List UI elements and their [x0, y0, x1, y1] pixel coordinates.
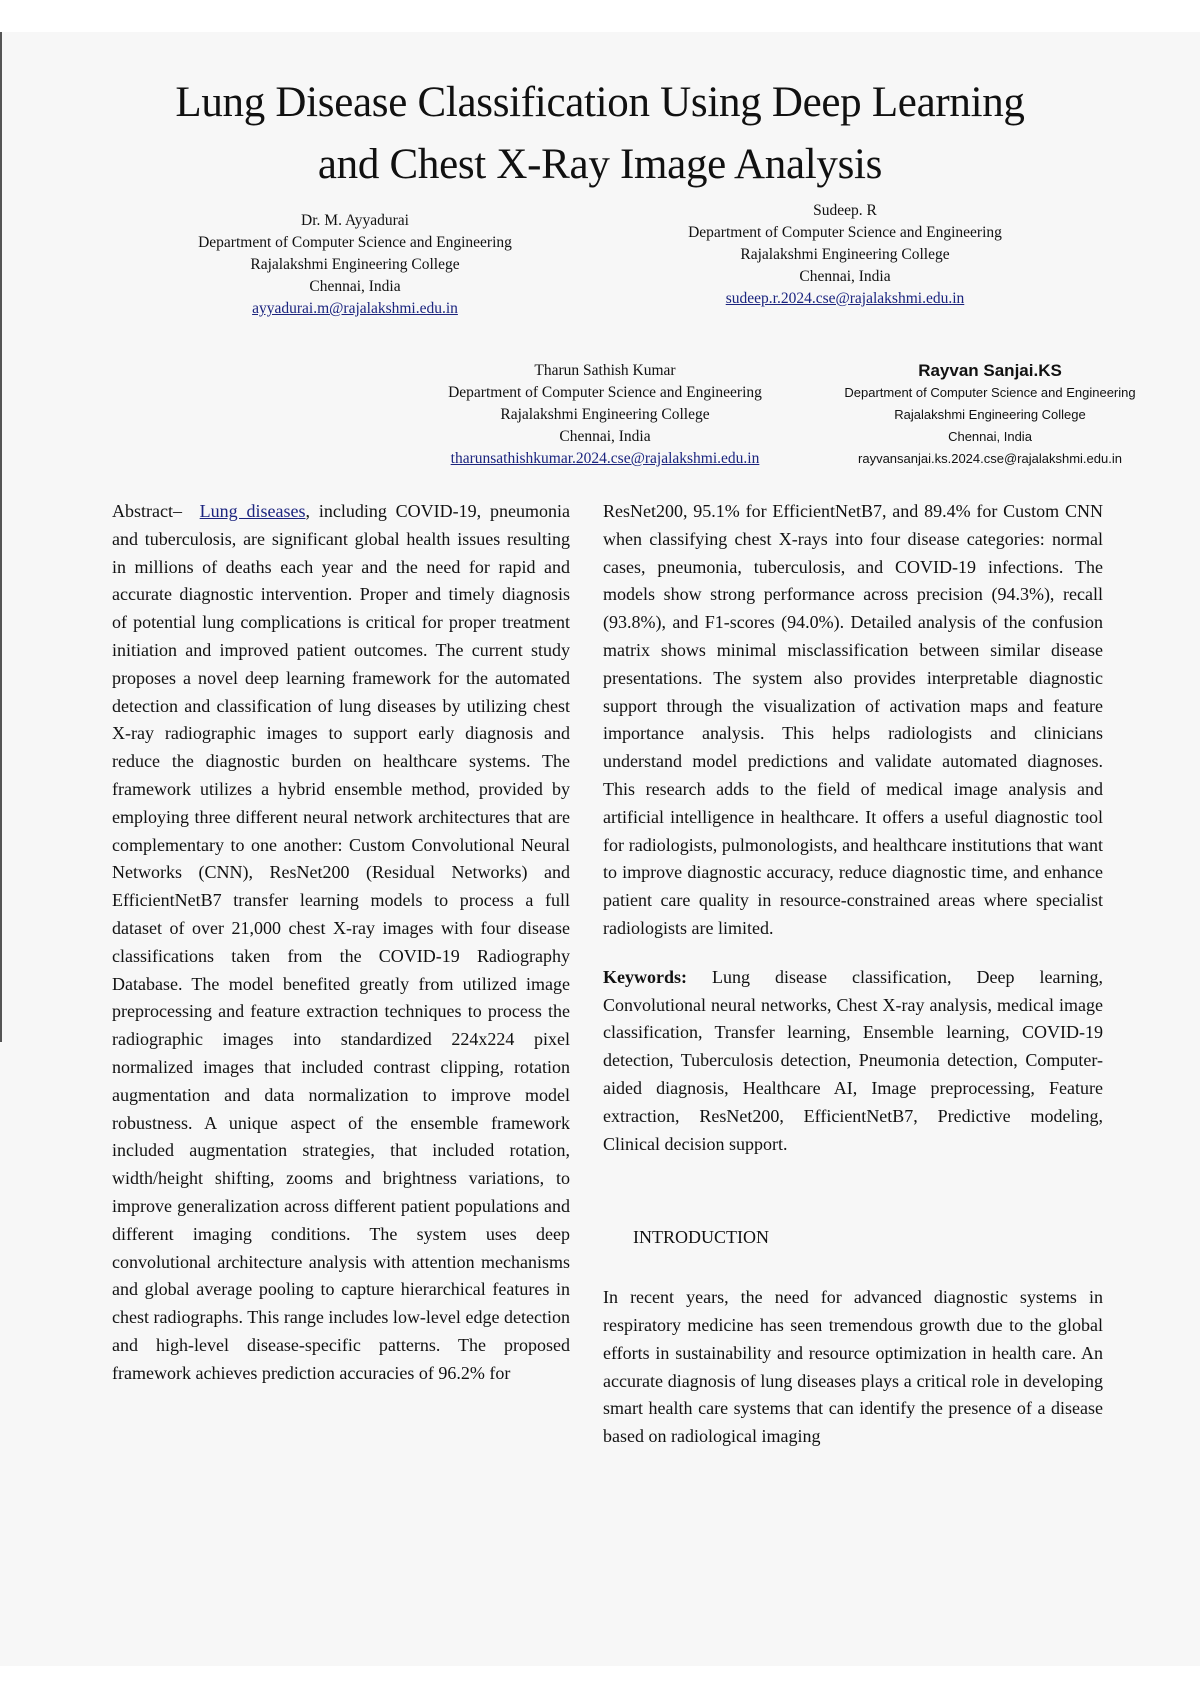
author-institution: Rajalakshmi Engineering College [740, 246, 950, 263]
author-location: Chennai, India [559, 428, 651, 445]
author-name: Rayvan Sanjai.KS [918, 361, 1062, 380]
author-block-3 [410, 360, 800, 470]
author-institution: Rajalakshmi Engineering College [250, 256, 460, 273]
title-line-1: Lung Disease Classification Using Deep Learning [175, 79, 1025, 126]
author-institution: Rajalakshmi Engineering College [894, 407, 1086, 422]
paper-title [0, 72, 1200, 196]
author-block-1 [165, 210, 545, 320]
abstract-text-1: , including COVID-19, pneumonia and tuberculosis, are significant global health issues resulting in millions of deaths each year and the need for rapid and accurate diagnostic intervention. Proper and timely diagnosis of potential lung complications is critical for proper treatment initiation and improved patient outcomes. The current study proposes a novel deep learning framework for the automated detection and classification of lung diseases by utilizing chest X-ray radiographic images to support early diagnosis and reduce the diagnostic burden on healthcare systems. The framework utilizes a hybrid ensemble method, provided by employing three different neural network architectures that are complementary to one another: Custom Convolutional Neural Networks (CNN), ResNet200 (Residual Networks) and EfficientNetB7 transfer learning models to process a full dataset of over 21,000 chest X-ray images with four disease classifications taken from the COVID-19 Radiography Database. The model benefited greatly from utilized image preprocessing and feature extraction techniques to process the radiographic images into standardized 224x224 pixel normalized images that included contrast clipping, rotation augmentation and data normalization to improve model robustness. A unique aspect of the ensemble framework included augmentation strategies, that included rotation, width/height shifting, zooms and brightness variations, to improve generalization across different patient populations and different imaging conditions. The system uses deep convolutional architecture analysis with attention mechanisms and global average pooling to capture hierarchical features in chest radiographs. This range includes low-level edge detection and high-level disease-specific patterns. The proposed framework achieves prediction accuracies of 96.2% for [112, 501, 570, 1383]
abstract-link[interactable]: Lung diseases [199, 501, 306, 521]
author-location: Chennai, India [309, 278, 401, 295]
author-location: Chennai, India [948, 429, 1032, 444]
introduction-text: In recent years, the need for advanced diagnostic systems in respiratory medicine has seen tremendous growth due to the global efforts in sustainability and resource optimization in health care. An accurate diagnosis of lung diseases plays a critical role in developing smart health care systems that can identify the presence of a disease based on radiological imaging [603, 1287, 1103, 1447]
abstract-paragraph [112, 498, 570, 1388]
author-name: Dr. M. Ayyadurai [301, 212, 409, 229]
author-location: Chennai, India [799, 268, 891, 285]
right-column [603, 498, 1103, 1451]
introduction-heading: INTRODUCTION [633, 1227, 769, 1248]
abstract-text-2: ResNet200, 95.1% for EfficientNetB7, and 89.4% for Custom CNN when classifying chest X-rays into four disease categories: normal cases, pneumonia, tuberculosis, and COVID-19 infections. The models show strong performance across precision (94.3%), recall (93.8%), and F1-scores (94.0%). Detailed analysis of the confusion matrix shows minimal misclassification between similar disease presentations. The system also provides interpretable diagnostic support through the visualization of activation maps and feature importance analysis. This helps radiologists and clinicians understand model predictions and validate automated diagnoses. This research adds to the field of medical image analysis and artificial intelligence in healthcare. It offers a useful diagnostic tool for radiologists, pulmonologists, and healthcare institutions that want to improve diagnostic accuracy, reduce diagnostic time, and enhance patient care quality in resource-constrained areas where specialist radiologists are limited. [603, 501, 1103, 938]
author-institution: Rajalakshmi Engineering College [500, 406, 710, 423]
author-email-link[interactable]: tharunsathishkumar.2024.cse@rajalakshmi.edu.in [450, 450, 760, 467]
author-email-link[interactable]: ayyadurai.m@rajalakshmi.edu.in [252, 300, 458, 317]
author-department: Department of Computer Science and Engineering [448, 384, 762, 401]
keywords-label: Keywords: [603, 966, 687, 987]
author-department: Department of Computer Science and Engineering [688, 224, 1002, 241]
author-block-2 [655, 200, 1035, 310]
author-name: Tharun Sathish Kumar [534, 362, 676, 379]
abstract-label: Abstract– [112, 501, 182, 521]
author-email: rayvansanjai.ks.2024.cse@rajalakshmi.edu.in [858, 451, 1122, 466]
left-column [112, 498, 570, 1388]
author-block-4 [815, 360, 1165, 470]
author-name: Sudeep. R [813, 202, 877, 219]
author-email-link[interactable]: sudeep.r.2024.cse@rajalakshmi.edu.in [725, 290, 965, 307]
author-department: Department of Computer Science and Engineering [198, 234, 512, 251]
title-line-2: and Chest X-Ray Image Analysis [317, 141, 883, 188]
keywords-text: Lung disease classification, Deep learning, Convolutional neural networks, Chest X-ray analysis, medical image classification, Transfer learning, Ensemble learning, COVID-19 detection, Tuberculosis detection, Pneumonia detection, Computer-aided diagnosis, Healthcare AI, Image preprocessing, Feature extraction, ResNet200, EfficientNetB7, Predictive modeling, Clinical decision support. [603, 966, 1103, 1154]
author-department: Department of Computer Science and Engineering [844, 385, 1136, 400]
keywords-paragraph [603, 964, 1103, 1159]
